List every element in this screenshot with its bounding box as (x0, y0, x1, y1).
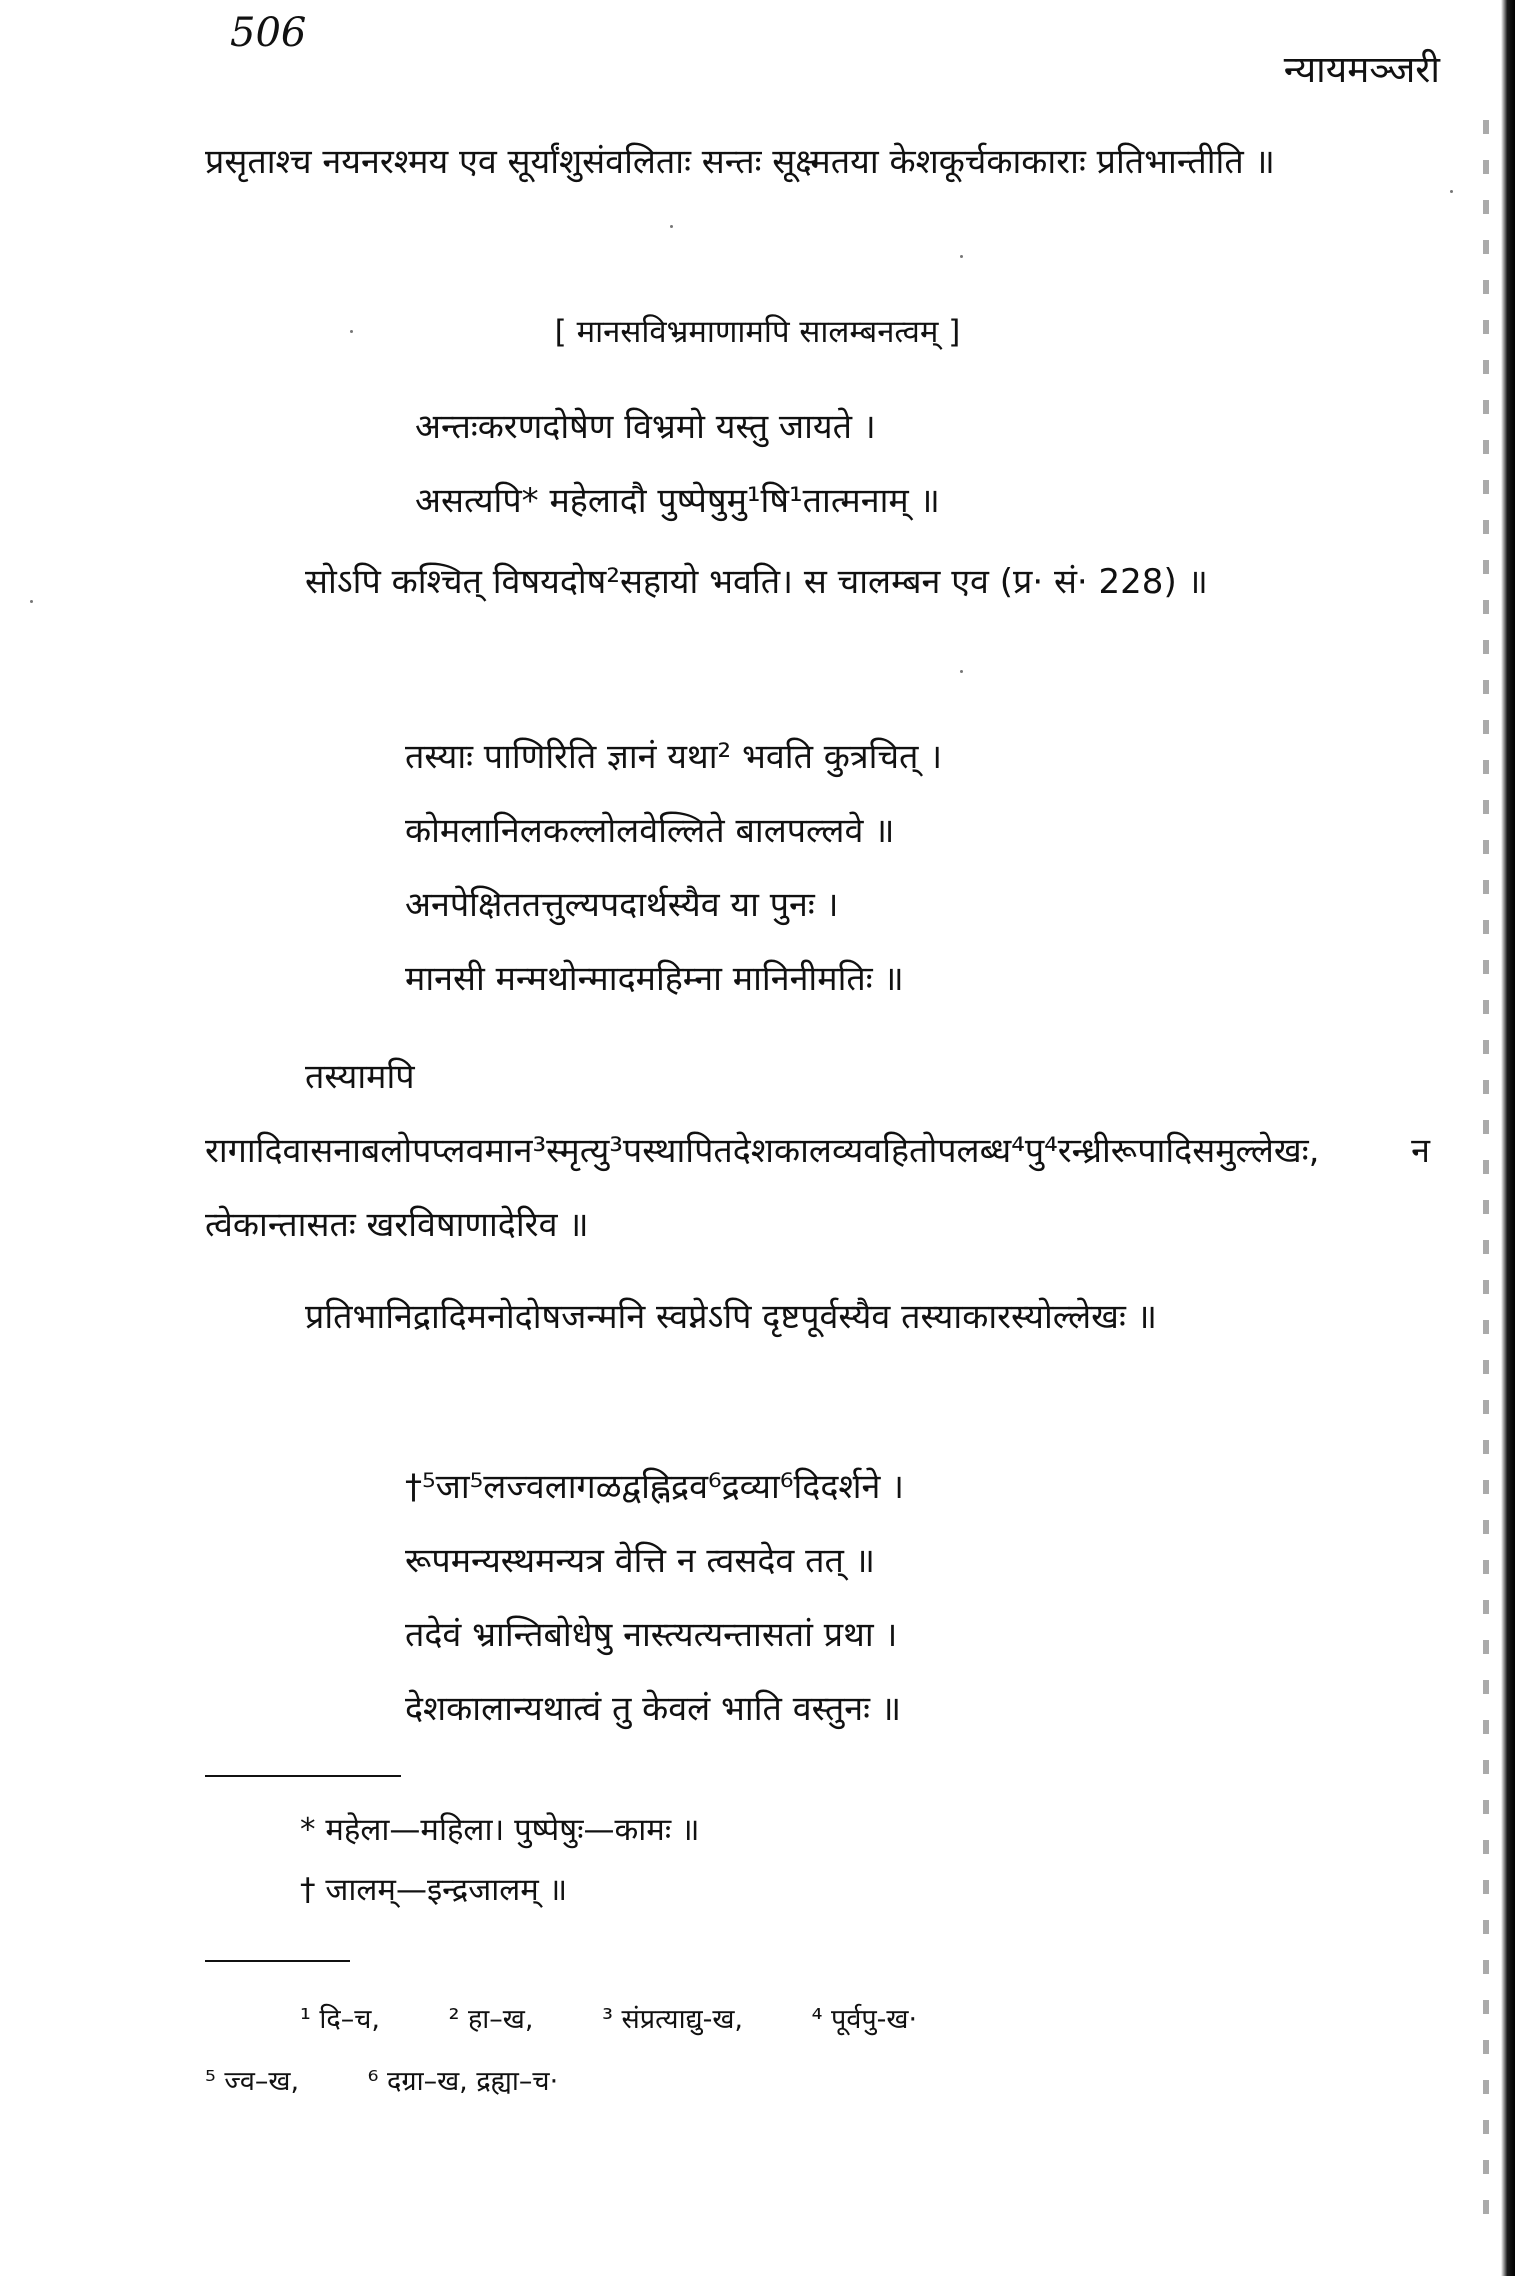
verse-line: तदेवं भ्रान्तिबोधेषु नास्त्यत्यन्तासतां प्रथा । (405, 1615, 898, 1655)
scan-speck (350, 330, 353, 333)
variant-readings-line-1 (300, 1990, 1500, 2050)
scan-speck (670, 225, 673, 228)
verse-line: असत्यपि* महेलादौ पुष्पेषुमु¹षि¹तात्मनाम् ॥ (415, 481, 940, 521)
footnote: * महेला—महिला। पुष्पेषुः—कामः ॥ (300, 1812, 700, 1848)
page-edge-marks (1483, 120, 1489, 2220)
verse-line: रूपमन्यस्थमन्यत्र वेत्ति न त्वसदेव तत् ॥ (405, 1541, 876, 1581)
paragraph-2: सोऽपि कश्चित् विषयदोष²सहायो भवति। स चालम्बन एव (प्र· सं· 228) ॥ (305, 562, 1208, 602)
verse-line: अनपेक्षिततत्तुल्यपदार्थस्यैव या पुनः । (405, 885, 839, 925)
page-number: 506 (230, 10, 307, 56)
footnotes (300, 1800, 1400, 1920)
paragraph-3: तस्यामपि रागादिवासनाबलोपप्लवमान³स्मृत्यु³पस्थापितदेशकालव्यवहितोपलब्ध⁴पु⁴रन्ध्रीरूपादिसमुल्लेखः, न त्वेकान्तासतः खरविषाणादेरिव ॥ (205, 1057, 1430, 1245)
variant-reading: ¹ दि–च, (300, 2004, 380, 2035)
footnote-rule (205, 1775, 401, 1777)
scan-speck (30, 600, 33, 603)
variant-reading: ³ संप्रत्याद्यु-ख, (602, 2004, 743, 2035)
verse-block-3 (405, 1450, 1365, 1746)
verse-block-1 (415, 390, 1375, 538)
verse-line: अन्तःकरणदोषेण विभ्रमो यस्तु जायते । (415, 407, 876, 447)
variant-reading: ⁵ ज्व–ख, (205, 2066, 300, 2097)
verse-block-2 (405, 720, 1365, 1016)
paragraph-4: प्रतिभानिद्रादिमनोदोषजन्मनि स्वप्नेऽपि दृष्टपूर्वस्यैव तस्याकारस्योल्लेखः ॥ (305, 1297, 1158, 1337)
scan-speck (960, 670, 963, 673)
scan-speck (1450, 190, 1453, 193)
section-heading: [ मानसविभ्रमाणामपि सालम्बनत्वम् ] (554, 314, 961, 350)
footnote: † जालम्—इन्द्रजालम् ॥ (300, 1872, 568, 1908)
variant-readings-line-2 (205, 2052, 1405, 2112)
verse-line: कोमलानिलकल्लोलवेल्लिते बालपल्लवे ॥ (405, 811, 895, 851)
paragraph-1: प्रसृताश्च नयनरश्मय एव सूर्यांशुसंवलिताः सन्तः सूक्ष्मतया केशकूर्चकाकाराः प्रतिभान्तीति ॥ (205, 142, 1275, 182)
variants-rule (205, 1960, 350, 1962)
running-head: न्यायमञ्जरी (1283, 48, 1440, 91)
variant-reading: ⁶ दग्रा–ख, द्रह्या–च· (367, 2066, 559, 2097)
verse-line: तस्याः पाणिरिति ज्ञानं यथा² भवति कुत्रचित् । (405, 737, 943, 777)
variant-reading: ⁴ पूर्वपु-ख· (811, 2004, 918, 2035)
variant-reading: ² हा–ख, (448, 2004, 534, 2035)
verse-line: देशकालान्यथात्वं तु केवलं भाति वस्तुनः ॥ (405, 1689, 902, 1729)
verse-line: मानसी मन्मथोन्मादमहिम्ना मानिनीमतिः ॥ (405, 959, 904, 999)
scan-speck (960, 255, 963, 258)
verse-line: †⁵जा⁵लज्वलागळद्वह्निद्रव⁶द्रव्या⁶दिदर्शने । (405, 1467, 905, 1507)
